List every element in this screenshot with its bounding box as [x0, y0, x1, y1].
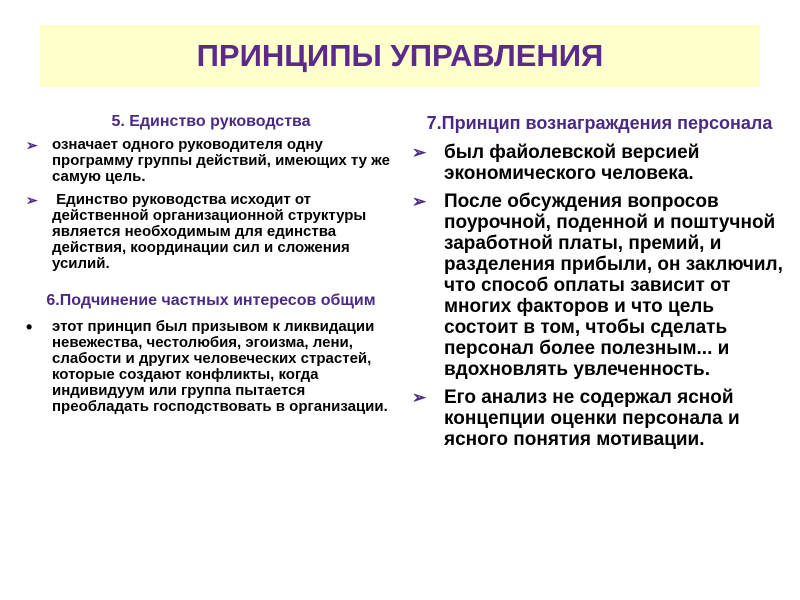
bullet-list: [26, 316, 396, 415]
section-unity-of-direction: [26, 113, 396, 272]
title-banner: [40, 25, 760, 87]
left-column: [26, 113, 396, 422]
list-item-text: был файолевской версией экономического человека.: [444, 141, 700, 184]
list-item: [26, 137, 396, 185]
arrow-bullet-icon: ➢: [26, 137, 38, 154]
section-subordination: [26, 292, 396, 414]
right-column: [412, 113, 787, 457]
arrow-bullet-icon: ➢: [26, 192, 38, 209]
arrow-bullet-icon: ➢: [412, 387, 427, 407]
arrow-bullet-icon: ➢: [412, 142, 427, 162]
section-remuneration: [412, 113, 787, 450]
section-heading: 6.Подчинение частных интересов общим: [46, 292, 376, 310]
section-heading: 7.Принцип вознаграждения персонала: [426, 113, 773, 133]
list-item-text: После обсуждения вопросов поурочной, поденной и поштучной заработной платы, премий, и разделения прибыли, он заключил, что способ оплаты зависит от многих факторов и что цель состоит в том, чтобы сделать персонал более полезным... и вдохновлять увлеченность.: [444, 190, 783, 380]
slide-title: ПРИНЦИПЫ УПРАВЛЕНИЯ: [196, 38, 604, 73]
list-item-text: Единство руководства исходит от действенной организационной структуры является необходимым для единства действия, координации сил и сложения усилий.: [52, 191, 371, 273]
list-item: [412, 142, 787, 184]
bullet-list: [26, 137, 396, 272]
list-item: [26, 316, 396, 415]
list-item: [412, 387, 787, 450]
list-item-text: этот принцип был призывом к ликвидации невежества, честолюбия, эгоизма, лени, слабости и других человеческих страстей, которые создают конфликты, когда индивидуум или группа пытается преобладать господствовать в организации.: [52, 317, 388, 415]
arrow-bullet-icon: ➢: [412, 191, 427, 211]
list-item: [412, 191, 787, 380]
section-heading: 5. Единство руководства: [111, 113, 311, 130]
list-item: [26, 192, 396, 272]
bullet-list: [412, 142, 787, 450]
list-item-text: означает одного руководителя одну программу группы действий, имеющих ту же самую цель.: [52, 136, 390, 186]
list-item-text: Его анализ не содержал ясной концепции оценки персонала и ясного понятия мотивации.: [444, 386, 740, 450]
dot-bullet-icon: •: [26, 316, 33, 337]
